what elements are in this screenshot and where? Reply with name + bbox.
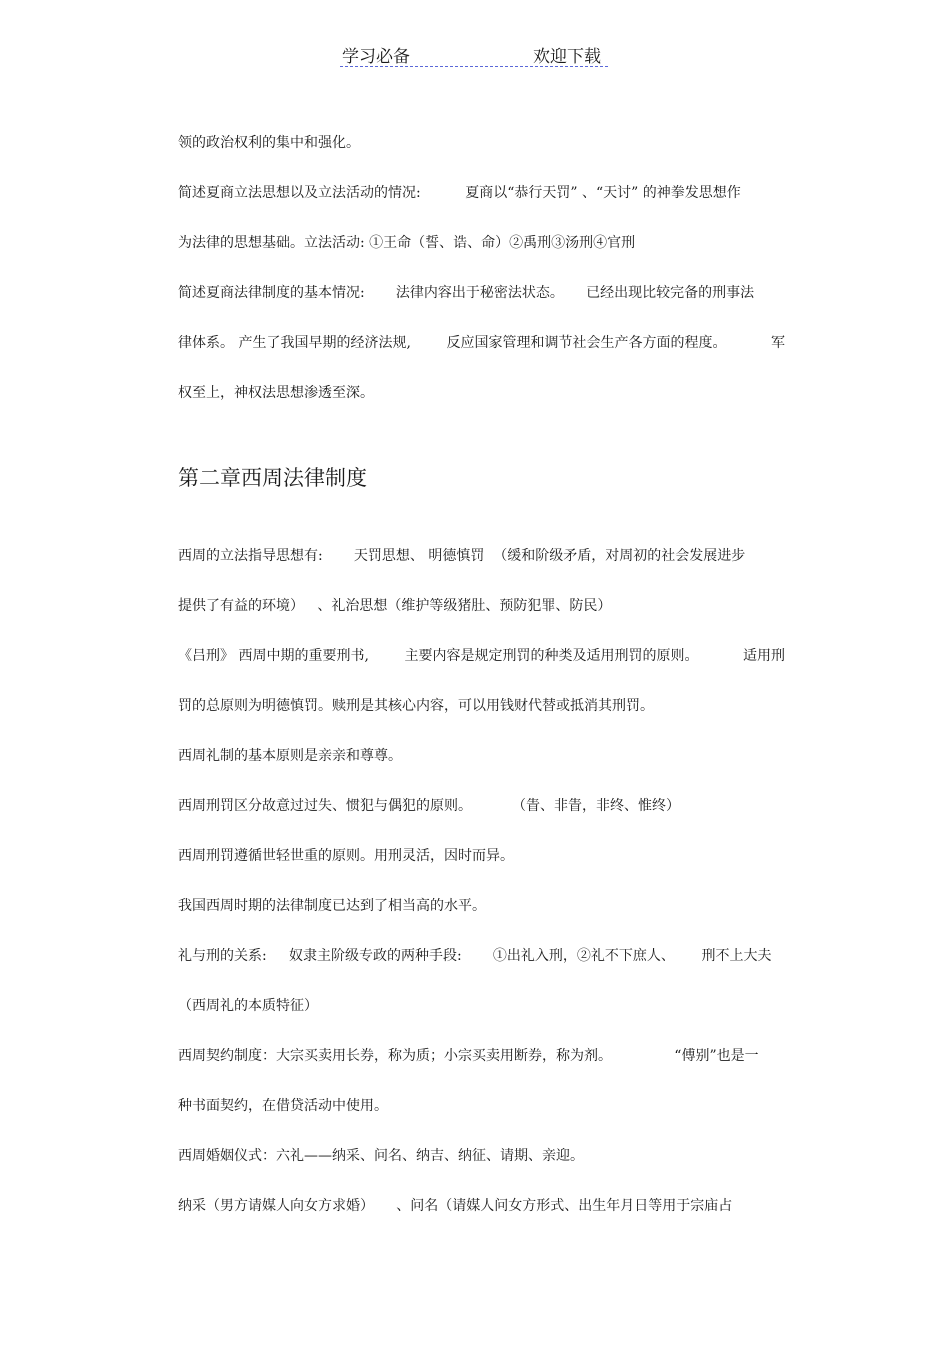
text-line: （西周礼的本质特征） (178, 998, 318, 1014)
text-line: 《吕刑》 西周中期的重要刑书, 主要内容是规定刑罚的种类及适用刑罚的原则。 适用刑 (178, 648, 786, 664)
text-line: 简述夏商法律制度的基本情况: 法律内容出于秘密法状态。 已经出现比较完备的刑事法 (178, 285, 755, 301)
text-line: 罚的总原则为明德慎罚。赎刑是其核心内容，可以用钱财代替或抵消其刑罚。 (178, 698, 654, 714)
text-line: 西周刑罚区分故意过过失、惯犯与偶犯的原则。 （眚、非眚，非终、惟终） (178, 798, 681, 814)
text-line: 提供了有益的环境） 、礼治思想（维护等级猪肚、预防犯罪、防民） (178, 598, 612, 614)
header-right-text: 欢迎下载 (533, 47, 601, 67)
text-line: 为法律的思想基础。立法活动: ①王命（誓、诰、命）②禹刑③汤刑④官刑 (178, 235, 636, 251)
header-left-text: 学习必备 (342, 47, 410, 67)
text-line: 西周婚姻仪式：六礼——纳采、问名、纳吉、纳征、请期、亲迎。 (178, 1148, 584, 1164)
text-line: 权至上，神权法思想渗透至深。 (178, 385, 374, 401)
text-line: 种书面契约，在借贷活动中使用。 (178, 1098, 388, 1114)
text-line: 西周契约制度：大宗买卖用长券，称为质；小宗买卖用断券，称为剂。 “傅别”也是一 (178, 1048, 759, 1064)
text-line: 西周刑罚遵循世轻世重的原则。用刑灵活，因时而异。 (178, 848, 514, 864)
text-line: 礼与刑的关系: 奴隶主阶级专政的两种手段: ①出礼入刑，②礼不下庶人、 刑不上大夫 (178, 948, 772, 964)
text-line: 律体系。 产生了我国早期的经济法规, 反应国家管理和调节社会生产各方面的程度。 军 (178, 335, 786, 351)
text-line: 我国西周时期的法律制度已达到了相当高的水平。 (178, 898, 486, 914)
page-header (340, 40, 608, 67)
text-line: 西周礼制的基本原则是亲亲和尊尊。 (178, 748, 402, 764)
text-line: 西周的立法指导思想有: 天罚思想、 明德慎罚 （缓和阶级矛盾，对周初的社会发展进步 (178, 548, 746, 564)
text-line: 领的政治权利的集中和强化。 (178, 135, 360, 151)
text-line: 纳采（男方请媒人向女方求婚） 、问名（请媒人问女方形式、出生年月日等用于宗庙占 (178, 1198, 733, 1214)
text-line: 简述夏商立法思想以及立法活动的情况: 夏商以“恭行天罚” 、“天讨” 的神拳发思想作 (178, 185, 741, 201)
chapter-title: 第二章西周法律制度 (178, 466, 367, 490)
